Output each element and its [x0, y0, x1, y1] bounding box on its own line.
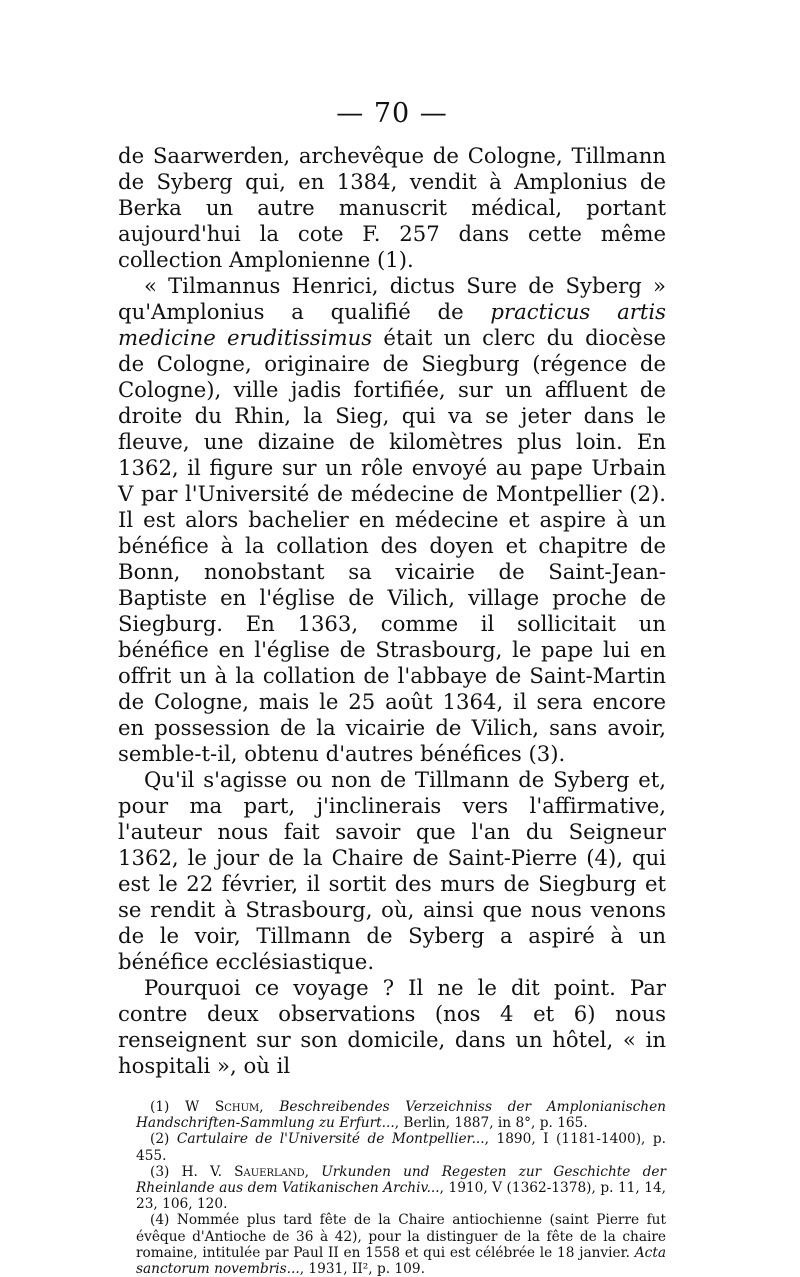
italic-text: Urkunden und Regesten zur Geschichte der Rheinlande aus dem Vatikanischen Archiv...: [136, 1163, 666, 1197]
footnote: [136, 1131, 666, 1163]
italic-text: Beschreibendes Verzeichniss der Amplonianischen Handschriften-Sammlung zu Erfurt...: [136, 1099, 666, 1132]
footnote: [136, 1099, 666, 1131]
footnotes: [118, 1099, 666, 1277]
text-run: « Tilmannus Henrici, dictus Sure de Syberg » qu'Amplonius a qualifié de: [118, 273, 666, 324]
italic-text: practicus artis medicine eruditissimus: [118, 299, 666, 350]
italic-text: Acta sanctorum novembris...: [136, 1244, 666, 1277]
small-caps-text: Schum: [214, 1099, 260, 1115]
paragraph: [118, 143, 666, 273]
italic-text: Cartulaire de l'Université de Montpellier...: [176, 1131, 485, 1148]
text-run: ,: [259, 1099, 280, 1115]
text-run: de Saarwerden, archevêque de Cologne, Tillmann de Syberg qui, en 1384, vendit à Amplonius de Berka un autre manuscrit médical, portant aujourd'hui la cote F. 257 dans cette même collection Amplonienne (1).: [118, 143, 666, 272]
small-caps-text: Sauerland: [234, 1163, 305, 1180]
text-run: (4) Nommée plus tard fête de la Chaire antiochienne (saint Pierre fut évêque d'Antioche de 36 à 42), pour la distinguer de la fête de la chaire romaine, intitulée par Paul II en 1558 et qui est célébrée le 18 janvier.: [136, 1212, 666, 1261]
footnote: [136, 1164, 666, 1213]
text-run: , 1910, V (1362-1378), p. 11, 14, 23, 106, 120.: [136, 1180, 666, 1213]
text-run: , Berlin, 1887, in 8°, p. 165.: [394, 1115, 588, 1132]
text-run: (3) H. V.: [150, 1163, 235, 1180]
paragraph: [118, 975, 666, 1079]
text-run: , 1931, II², p. 109.: [299, 1261, 425, 1277]
text-run: ,: [304, 1163, 322, 1180]
text-run: Qu'il s'agisse ou non de Tillmann de Syberg et, pour ma part, j'inclinerais vers l'affirmative, l'auteur nous fait savoir que l'an du Seigneur 1362, le jour de la Chaire de Saint-Pierre (4), qui est le 22 février, il sortit des murs de Siegburg et se rendit à Strasbourg, où, ainsi que nous venons de le voir, Tillmann de Syberg a aspiré à un bénéfice ecclésiastique.: [118, 767, 666, 974]
paragraph: [118, 767, 666, 975]
text-run: Pourquoi ce voyage ? Il ne le dit point. Par contre deux observations (nos 4 et 6) nous renseignent sur son domicile, dans un hôtel, « in hospitali », où il: [118, 975, 666, 1078]
text-run: était un clerc du diocèse de Cologne, originaire de Siegburg (régence de Cologne), ville jadis fortifiée, sur un affluent de droite du Rhin, la Sieg, qui va se jeter dans le fleuve, une dizaine de kilomètres plus loin. En 1362, il figure sur un rôle envoyé au pape Urbain V par l'Université de médecine de Montpellier (2). Il est alors bachelier en médecine et aspire à un bénéfice à la collation des doyen et chapitre de Bonn, nonobstant sa vicairie de Saint-Jean-Baptiste en l'église de Vilich, village proche de Siegburg. En 1363, comme il sollicitait un bénéfice en l'église de Strasbourg, le pape lui en offrit un à la collation de l'abbaye de Saint-Martin de Cologne, mais le 25 août 1364, il sera encore en possession de la vicairie de Vilich, sans avoir, semble-t-il, obtenu d'autres bénéfices (3).: [118, 325, 666, 766]
page-number: — 70 —: [336, 98, 448, 129]
footnote: [136, 1212, 666, 1277]
text-run: (2): [150, 1131, 177, 1148]
paragraph: [118, 273, 666, 767]
text-run: (1) W: [150, 1099, 215, 1115]
text-run: , 1890, I (1181-1400), p. 455.: [136, 1131, 666, 1164]
body-text: [118, 143, 666, 1079]
